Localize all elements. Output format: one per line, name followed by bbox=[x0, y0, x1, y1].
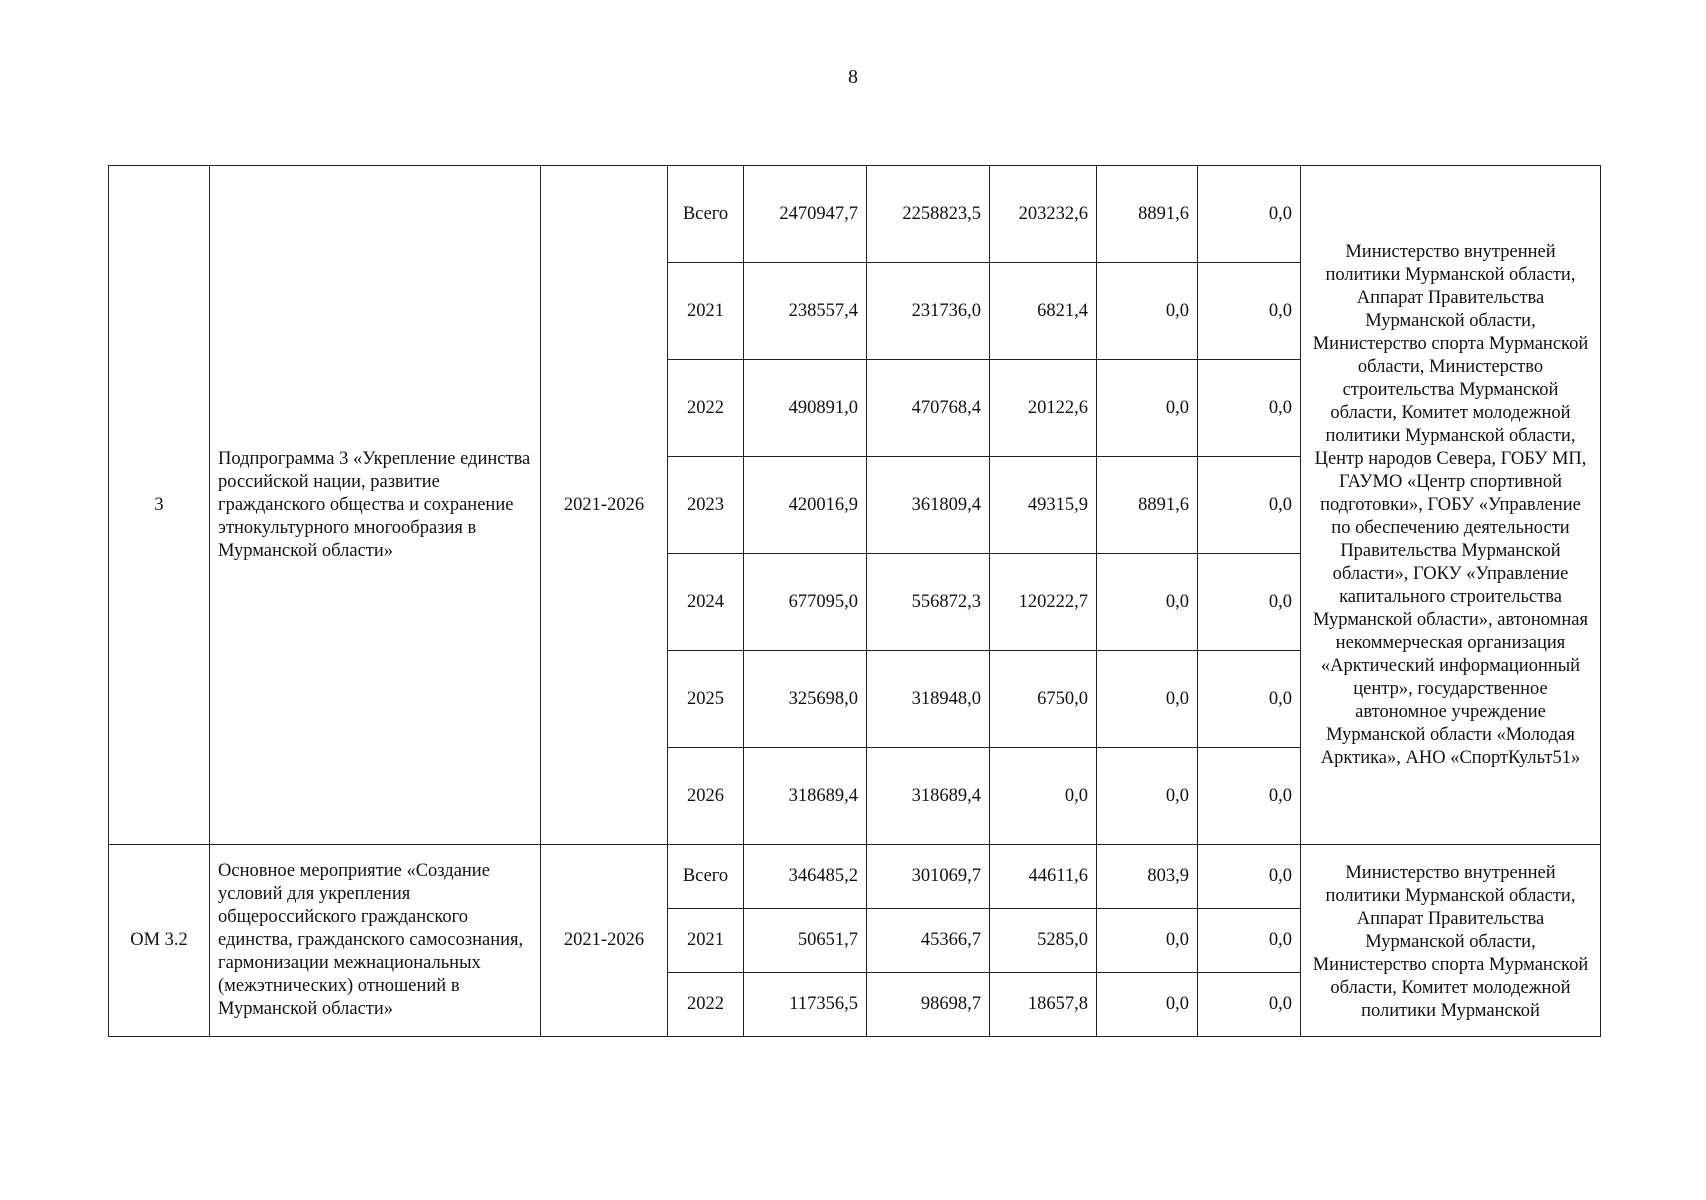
year-cell: 2021 bbox=[668, 909, 744, 973]
total-cell: 117356,5 bbox=[744, 973, 867, 1037]
funding-cell: 0,0 bbox=[1097, 973, 1198, 1037]
funding-cell: 556872,3 bbox=[867, 554, 990, 651]
funding-cell: 0,0 bbox=[1198, 263, 1301, 360]
funding-cell: 0,0 bbox=[1198, 457, 1301, 554]
row-executor: Министерство внутренней политики Мурманской области, Аппарат Правительства Мурманской области, Министерство спорта Мурманской области, Министерство строительства Мурманской области, Комитет молодежной политики Мурманской области, Центр народов Севера, ГОБУ МП, ГАУМО «Центр спортивной подготовки», ГОБУ «Управление по обеспечению деятельности Правительства Мурманской области», ГОКУ «Управление капитального строительства Мурманской области», автономная некоммерческая организация «Арктический информационный центр», государственное автономное учреждение Мурманской области «Молодая Арктика», АНО «СпортКульт51» bbox=[1301, 166, 1601, 845]
funding-cell: 0,0 bbox=[990, 748, 1097, 845]
total-cell: 325698,0 bbox=[744, 651, 867, 748]
funding-cell: 470768,4 bbox=[867, 360, 990, 457]
funding-cell: 301069,7 bbox=[867, 845, 990, 909]
funding-cell: 0,0 bbox=[1198, 651, 1301, 748]
funding-cell: 318948,0 bbox=[867, 651, 990, 748]
funding-cell: 0,0 bbox=[1198, 166, 1301, 263]
funding-cell: 0,0 bbox=[1097, 263, 1198, 360]
year-cell: Всего bbox=[668, 845, 744, 909]
funding-cell: 0,0 bbox=[1198, 554, 1301, 651]
funding-cell: 98698,7 bbox=[867, 973, 990, 1037]
table-row bbox=[109, 166, 1601, 263]
funding-cell: 0,0 bbox=[1097, 909, 1198, 973]
year-cell: 2025 bbox=[668, 651, 744, 748]
row-period: 2021-2026 bbox=[541, 166, 668, 845]
total-cell: 420016,9 bbox=[744, 457, 867, 554]
total-cell: 238557,4 bbox=[744, 263, 867, 360]
year-cell: 2022 bbox=[668, 973, 744, 1037]
funding-cell: 6821,4 bbox=[990, 263, 1097, 360]
funding-cell: 120222,7 bbox=[990, 554, 1097, 651]
total-cell: 490891,0 bbox=[744, 360, 867, 457]
funding-cell: 0,0 bbox=[1097, 651, 1198, 748]
funding-cell: 44611,6 bbox=[990, 845, 1097, 909]
funding-cell: 2258823,5 bbox=[867, 166, 990, 263]
funding-cell: 318689,4 bbox=[867, 748, 990, 845]
funding-cell: 20122,6 bbox=[990, 360, 1097, 457]
total-cell: 50651,7 bbox=[744, 909, 867, 973]
funding-cell: 6750,0 bbox=[990, 651, 1097, 748]
row-id: 3 bbox=[109, 166, 210, 845]
row-id: ОМ 3.2 bbox=[109, 845, 210, 1037]
funding-cell: 203232,6 bbox=[990, 166, 1097, 263]
funding-cell: 0,0 bbox=[1097, 554, 1198, 651]
row-executor: Министерство внутренней политики Мурманской области, Аппарат Правительства Мурманской области, Министерство спорта Мурманской области, Комитет молодежной политики Мурманской bbox=[1301, 845, 1601, 1037]
total-cell: 346485,2 bbox=[744, 845, 867, 909]
row-name: Подпрограмма 3 «Укрепление единства российской нации, развитие гражданского общества и сохранение этнокультурного многообразия в Мурманской области» bbox=[210, 166, 541, 845]
year-cell: 2023 bbox=[668, 457, 744, 554]
total-cell: 2470947,7 bbox=[744, 166, 867, 263]
funding-cell: 8891,6 bbox=[1097, 166, 1198, 263]
funding-cell: 0,0 bbox=[1097, 360, 1198, 457]
funding-cell: 18657,8 bbox=[990, 973, 1097, 1037]
total-cell: 677095,0 bbox=[744, 554, 867, 651]
year-cell: 2021 bbox=[668, 263, 744, 360]
funding-cell: 0,0 bbox=[1198, 845, 1301, 909]
year-cell: 2022 bbox=[668, 360, 744, 457]
year-cell: Всего bbox=[668, 166, 744, 263]
funding-cell: 0,0 bbox=[1097, 748, 1198, 845]
funding-cell: 231736,0 bbox=[867, 263, 990, 360]
funding-cell: 0,0 bbox=[1198, 360, 1301, 457]
funding-cell: 45366,7 bbox=[867, 909, 990, 973]
funding-cell: 361809,4 bbox=[867, 457, 990, 554]
table-row bbox=[109, 845, 1601, 909]
funding-cell: 5285,0 bbox=[990, 909, 1097, 973]
funding-cell: 49315,9 bbox=[990, 457, 1097, 554]
funding-cell: 0,0 bbox=[1198, 973, 1301, 1037]
page-number: 8 bbox=[848, 66, 858, 88]
year-cell: 2024 bbox=[668, 554, 744, 651]
funding-cell: 0,0 bbox=[1198, 909, 1301, 973]
total-cell: 318689,4 bbox=[744, 748, 867, 845]
year-cell: 2026 bbox=[668, 748, 744, 845]
row-name: Основное мероприятие «Создание условий для укрепления общероссийского гражданского единства, гражданского самосознания, гармонизации межнациональных (межэтнических) отношений в Мурманской области» bbox=[210, 845, 541, 1037]
funding-cell: 8891,6 bbox=[1097, 457, 1198, 554]
funding-cell: 0,0 bbox=[1198, 748, 1301, 845]
row-period: 2021-2026 bbox=[541, 845, 668, 1037]
funding-cell: 803,9 bbox=[1097, 845, 1198, 909]
budget-table bbox=[108, 165, 1601, 1037]
